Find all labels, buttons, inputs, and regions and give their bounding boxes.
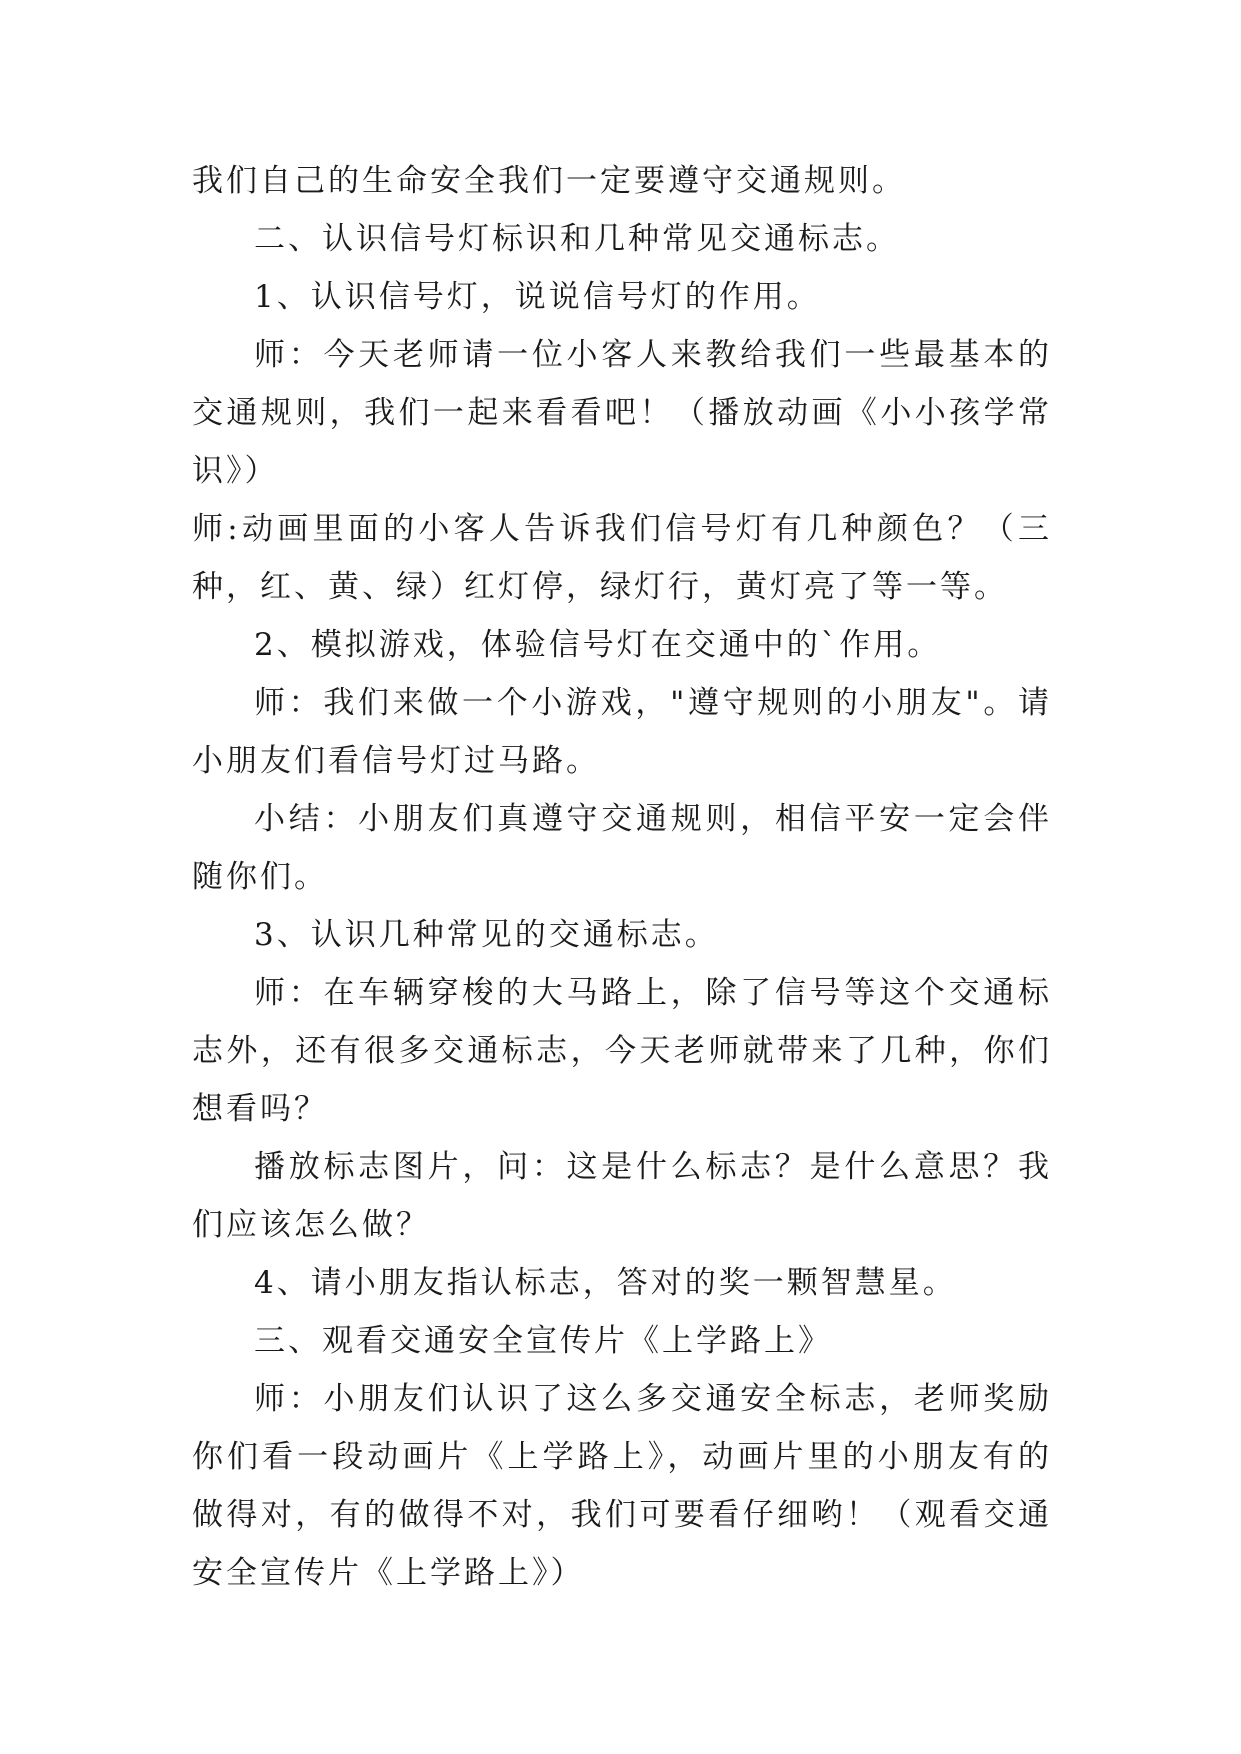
teacher-game-paragraph: 师：我们来做一个小游戏，"遵守规则的小朋友"。请小朋友们看信号灯过马路。: [192, 685, 1052, 779]
section-heading-2: 二、认识信号灯标识和几种常见交通标志。: [254, 221, 900, 257]
teacher-speech-paragraph: 师：今天老师请一位小客人来教给我们一些最基本的交通规则，我们一起来看看吧！（播放动画《小小孩学常识》）: [192, 337, 1052, 489]
step-4-heading: 4、请小朋友指认标志，答对的奖一颗智慧星。: [254, 1265, 957, 1301]
teacher-video-paragraph: 师：小朋友们认识了这么多交通安全标志，老师奖励你们看一段动画片《上学路上》，动画片里的小朋友有的做得对，有的做得不对，我们可要看仔细哟！（观看交通安全宣传片《上学路上》）: [192, 1381, 1052, 1591]
show-signs-paragraph: 播放标志图片，问：这是什么标志？是什么意思？我们应该怎么做？: [192, 1149, 1052, 1243]
paragraph-continuation: 我们自己的生命安全我们一定要遵守交通规则。: [192, 163, 906, 199]
section-heading-3: 三、观看交通安全宣传片《上学路上》: [254, 1323, 832, 1359]
step-1-heading: 1、认识信号灯，说说信号灯的作用。: [254, 279, 821, 315]
step-3-heading: 3、认识几种常见的交通标志。: [254, 917, 719, 953]
step-2-heading: 2、模拟游戏，体验信号灯在交通中的`作用。: [254, 627, 942, 663]
teacher-signs-paragraph: 师：在车辆穿梭的大马路上，除了信号等这个交通标志外，还有很多交通标志，今天老师就带来了几种，你们想看吗？: [192, 975, 1052, 1127]
teacher-question-paragraph: 师:动画里面的小客人告诉我们信号灯有几种颜色？（三种，红、黄、绿）红灯停，绿灯行，黄灯亮了等一等。: [192, 511, 1052, 605]
document-body: [192, 152, 1052, 1602]
summary-paragraph: 小结：小朋友们真遵守交通规则，相信平安一定会伴随你们。: [192, 801, 1052, 895]
